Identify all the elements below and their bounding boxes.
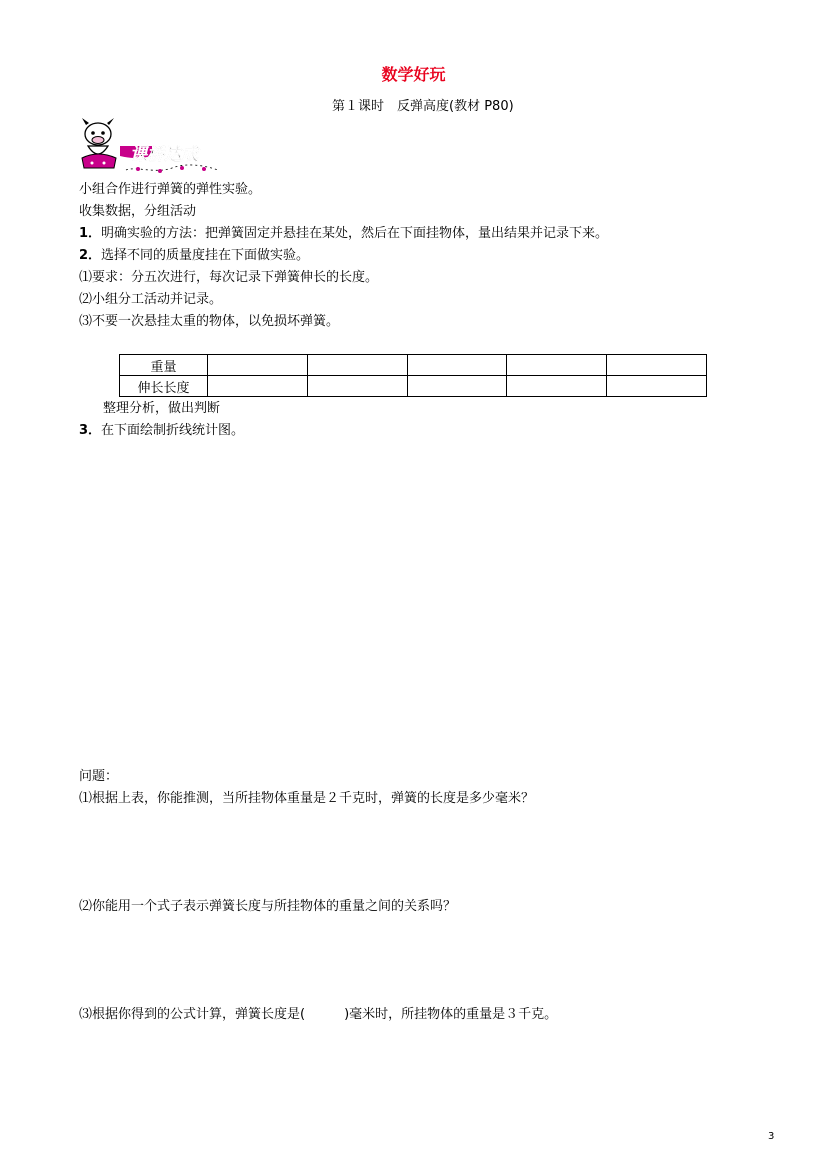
table-cell[interactable] [507, 376, 607, 397]
lesson-subtitle: 第１课时 反弹高度(教材 P80) [332, 99, 514, 114]
row-header: 伸长长度 [120, 376, 208, 397]
question-3: ⑶根据你得到的公式计算，弹簧长度是( )毫米时，所挂物体的重量是３千克。 [79, 1007, 558, 1022]
table-cell[interactable] [307, 355, 407, 376]
question-2: ⑵你能用一个式子表示弹簧长度与所挂物体的重量之间的关系吗？ [79, 899, 457, 914]
step-number: 2． [79, 248, 102, 263]
table-cell[interactable] [208, 355, 308, 376]
table-cell[interactable] [407, 376, 507, 397]
requirement-2: ⑵小组分工活动并记录。 [79, 292, 223, 307]
lesson-section-logo [76, 116, 226, 174]
analysis-note: 整理分析，做出判断 [103, 401, 221, 416]
table-cell[interactable] [407, 355, 507, 376]
step-text: 明确实验的方法：把弹簧固定并悬挂在某处，然后在下面挂物体，量出结果并记录下来。 [101, 226, 609, 241]
step-number: 1． [79, 226, 102, 241]
requirement-1: ⑴要求：分五次进行，每次记录下弹簧伸长的长度。 [79, 270, 379, 285]
step-text: 在下面绘制折线统计图。 [101, 423, 245, 438]
cow-mascot-icon [82, 118, 116, 168]
decorative-dots [126, 165, 218, 173]
row-header: 重量 [120, 355, 208, 376]
table-row-extension [120, 376, 707, 397]
step-2 [79, 247, 309, 265]
page-number: 3 [768, 1131, 775, 1142]
table-row-weight [120, 355, 707, 376]
intro-line-1: 小组合作进行弹簧的弹性实验。 [79, 182, 262, 197]
step-1 [79, 225, 608, 243]
question-1: ⑴根据上表，你能推测，当所挂物体重量是２千克时，弹簧的长度是多少毫米？ [79, 791, 535, 806]
table-cell[interactable] [607, 376, 707, 397]
data-table [119, 354, 707, 397]
intro-line-2: 收集数据，分组活动 [79, 204, 197, 219]
table-cell[interactable] [307, 376, 407, 397]
requirement-3: ⑶不要一次悬挂太重的物体，以免损坏弹簧。 [79, 314, 340, 329]
questions-heading: 问题： [79, 769, 119, 784]
svg-text:课桥达成: 课桥达成 [130, 145, 198, 165]
table-cell[interactable] [607, 355, 707, 376]
step-number: 3． [79, 423, 102, 438]
section-title-lettering [120, 145, 201, 165]
step-text: 选择不同的质量度挂在下面做实验。 [101, 248, 310, 263]
step-3 [79, 422, 244, 440]
table-cell[interactable] [507, 355, 607, 376]
table-cell[interactable] [208, 376, 308, 397]
page-title: 数学好玩 [381, 65, 446, 84]
